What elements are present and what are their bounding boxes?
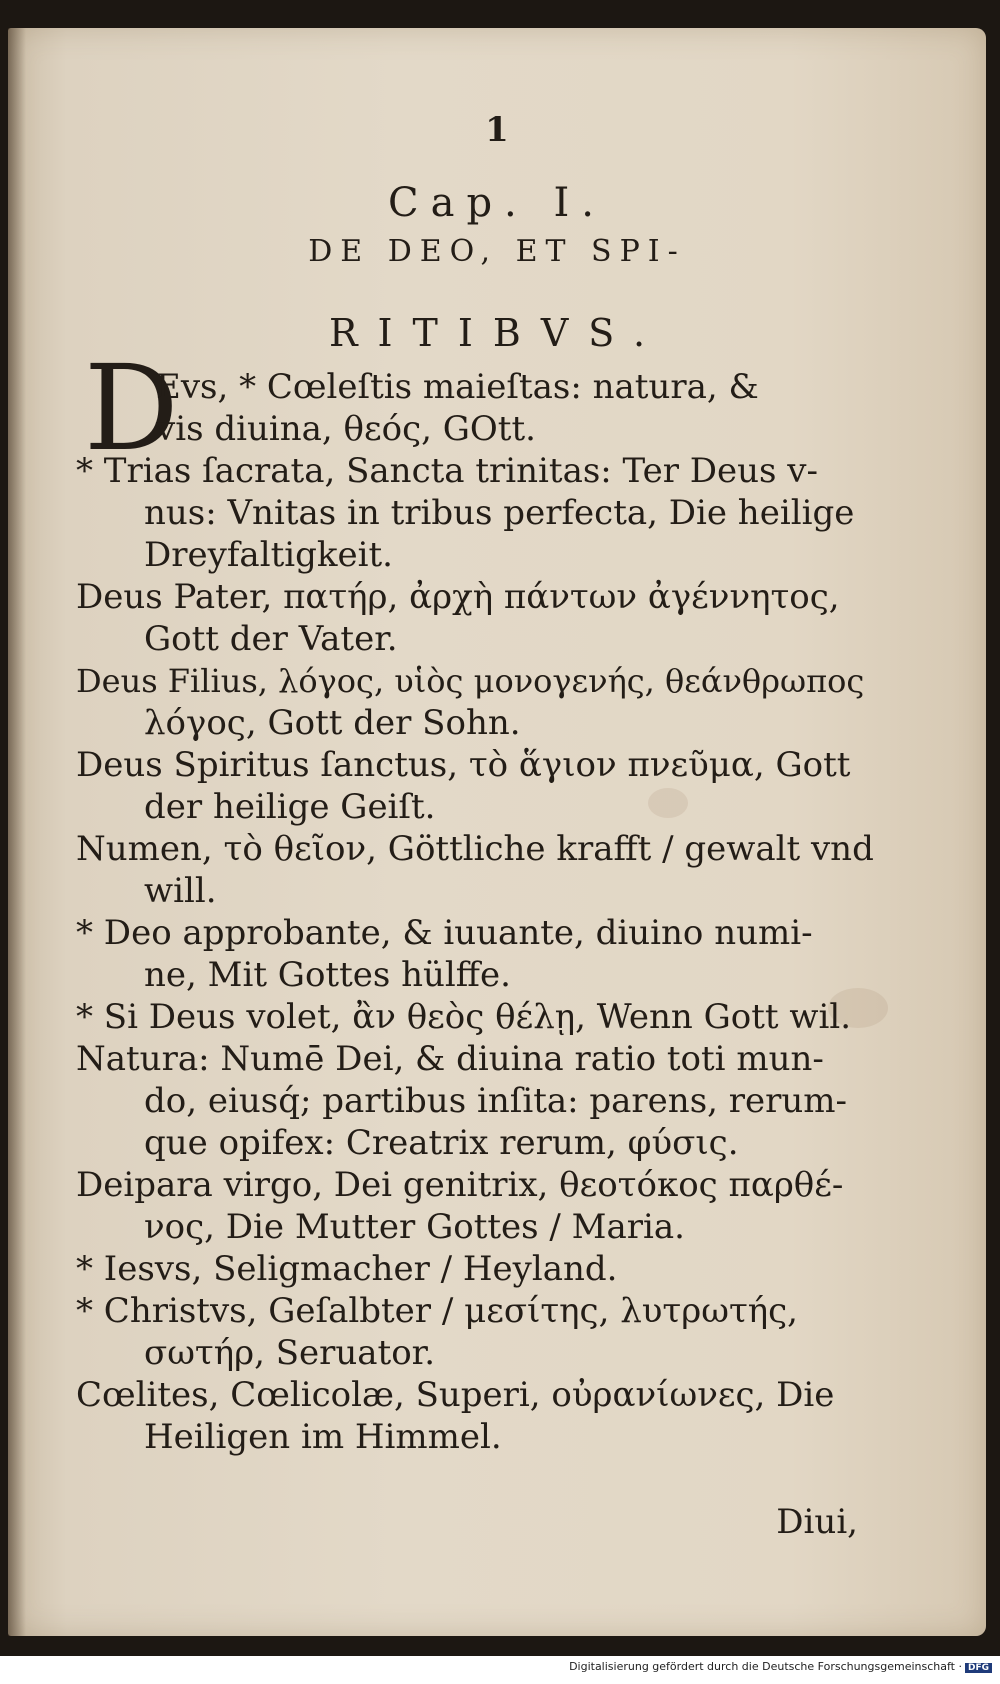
text-line: * Deo approbante, & iuuante, diuino numi- [76,913,813,953]
text-line: Gott der Vater. [144,619,398,659]
text-body [76,366,886,1458]
page-content [8,28,986,1636]
text-line: λόγος, Gott der Sohn. [144,703,521,743]
text-line: der heilige Geiſt. [144,787,436,827]
page-number: 1 [485,110,509,150]
drop-cap: D [84,339,179,477]
text-line: que opifex: Creatrix rerum, φύσις. [144,1123,739,1163]
text-line: * Trias ſacrata, Sancta trinitas: Ter Deus v- [76,451,819,491]
text-line: Natura: Numē Dei, & diuina ratio toti mun- [76,1039,824,1079]
text-line: Deus Spiritus ſanctus, τὸ ἅγιον πνεῦμα, Gott [76,745,851,785]
title-line-1: DE DEO, ET SPI- [308,234,686,269]
text-line: Deus Pater, πατήρ, ἀρχὴ πάντων ἀγέννητος, [76,577,840,617]
title-line-2: RITIBVS. [328,311,666,355]
footer-text: Digitalisierung gefördert durch die Deutsche Forschungsgemeinschaft · [569,1660,962,1673]
text-line: nus: Vnitas in tribus perfecta, Die heilige [144,493,855,533]
text-line: Deus Filius, λόγος, υἱὸς μονογενής, θεάνθρωπος [76,662,865,700]
text-line: Dreyfaltigkeit. [144,535,393,575]
text-line: vis diuina, θεός, GOtt. [156,409,536,449]
text-line: Evs, * Cœleſtis maieſtas: natura, & [156,367,759,407]
dfg-logo-icon: DFG [965,1663,992,1673]
text-line: do, eiusq́; partibus inſita: parens, rerum- [144,1081,848,1121]
book-page [8,28,986,1636]
spine-shadow [8,28,26,1636]
catchword: Diui, [776,1502,858,1542]
text-line: νος, Die Mutter Gottes / Maria. [144,1207,685,1247]
text-line: * Christvs, Geſalbter / μεσίτης, λυτρωτής, [76,1291,798,1331]
text-line: Deipara virgo, Dei genitrix, θεοτόκος παρθέ- [76,1165,844,1205]
text-line: * Si Deus volet, ἂν θεὸς θέλῃ, Wenn Gott wil. [76,997,852,1037]
text-line: Cœlites, Cœlicolæ, Superi, οὐρανίωνες, Die [76,1375,835,1415]
text-line: Heiligen im Himmel. [144,1417,502,1457]
text-line: will. [144,871,217,911]
text-line: ne, Mit Gottes hülffe. [144,955,511,995]
digitization-footer [569,1660,992,1673]
text-line: * Iesvs, Seligmacher / Heyland. [76,1249,618,1289]
text-line: Numen, τὸ θεῖον, Göttliche krafft / gewalt vnd [76,829,874,869]
chapter-heading: Cap. I. [387,180,606,226]
text-line: σωτήρ, Seruator. [144,1333,436,1373]
